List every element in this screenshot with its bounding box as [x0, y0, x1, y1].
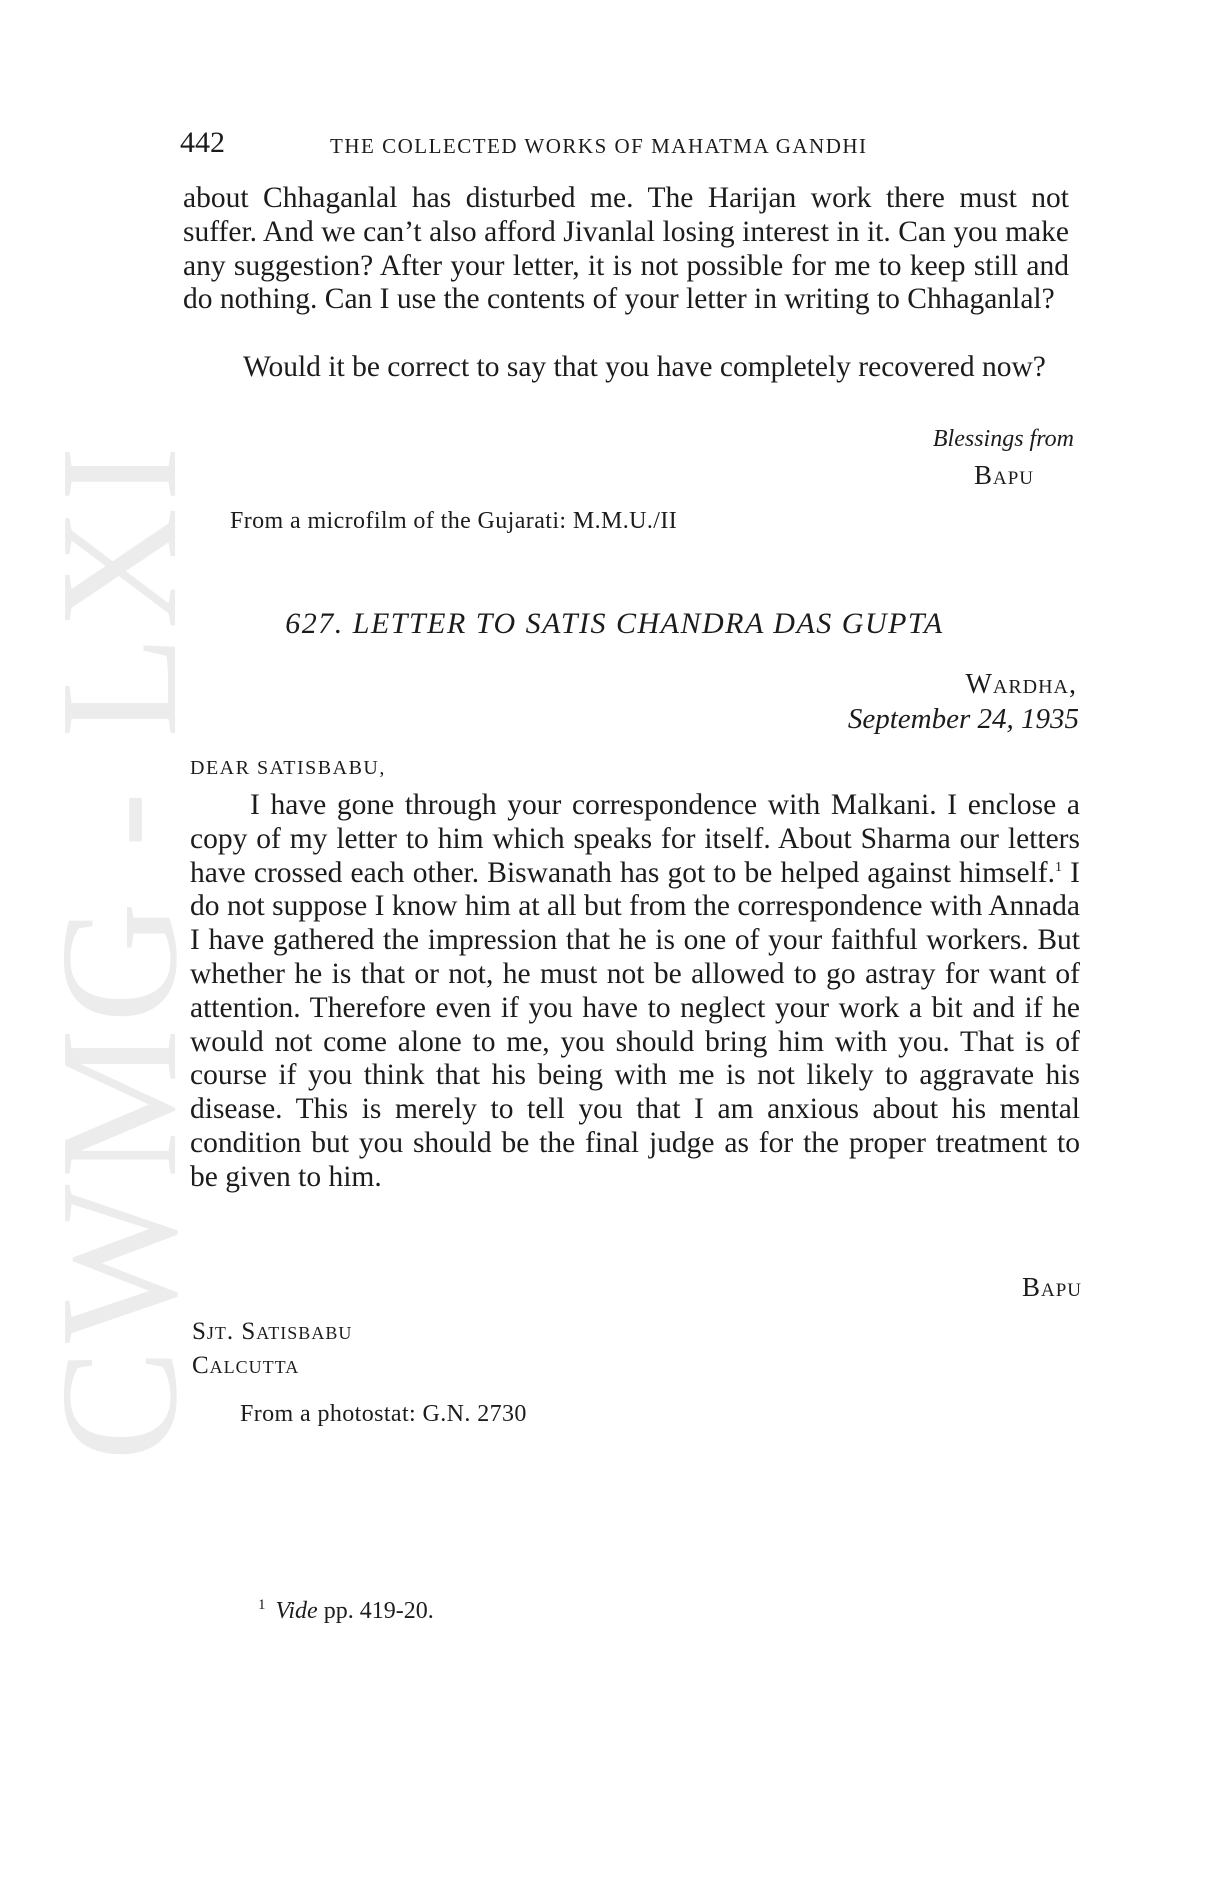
watermark-text: CWMG - LXI	[26, 439, 213, 1461]
prev-letter-paragraph-2: Would it be correct to say that you have completely recovered now?	[243, 351, 1046, 383]
page-header	[0, 126, 1229, 166]
addressee-city: Calcutta	[192, 1352, 300, 1379]
letter-salutation: DEAR SATISBABU,	[190, 757, 386, 779]
letter-body	[190, 789, 1080, 1195]
prev-letter-closing: Blessings from	[932, 426, 1074, 452]
letter-date: September 24, 1935	[847, 703, 1079, 735]
footnote-vide: Vide	[275, 1598, 318, 1624]
page-number: 442	[180, 126, 225, 159]
letter-signature: Bapu	[1021, 1272, 1082, 1302]
prev-letter-paragraph-1: about Chhaganlal has disturbed me. The Harijan work there must not suffer. And we can’t also afford Jivanlal losing interest in it. Can you make any suggestion? After your letter, it is not possible for me to keep still and do nothing. Can I use the contents of your letter in writing to Chhaganlal?	[183, 182, 1069, 316]
addressee-name: Sjt. Satisbabu	[192, 1318, 353, 1345]
letter-place: Wardha,	[965, 669, 1077, 700]
footnote	[258, 1597, 434, 1625]
running-head: THE COLLECTED WORKS OF MAHATMA GANDHI	[330, 134, 868, 158]
prev-letter-signature: Bapu	[973, 460, 1034, 490]
footnote-mark: 1	[258, 1597, 266, 1613]
footnote-reference: 1	[1055, 859, 1062, 875]
letter-source: From a photostat: G.N. 2730	[240, 1401, 527, 1427]
letter-body-part-1: I have gone through your correspondence with Malkani. I enclose a copy of my letter to him which speaks for itself. About Sharma our letters have crossed each other. Biswanath has got to be helped against himself.	[190, 789, 1080, 889]
prev-letter-source: From a microfilm of the Gujarati: M.M.U./II	[230, 508, 678, 534]
footnote-text: pp. 419-20.	[317, 1598, 434, 1624]
letter-body-part-2: I do not suppose I know him at all but from the correspondence with Annada I have gathered the impression that he is one of your faithful workers. But whether he is that or not, he must not be allowed to go astray for want of attention. Therefore even if you have to neglect your work a bit and if he would not come alone to me, you should bring him with you. That is of course if you think that his being with me is not likely to aggravate his disease. This is merely to tell you that I am anxious about his mental condition but you should be the final judge as for the proper treatment to be given to him.	[190, 856, 1081, 1193]
letter-title: 627. LETTER TO SATIS CHANDRA DAS GUPTA	[285, 607, 944, 640]
